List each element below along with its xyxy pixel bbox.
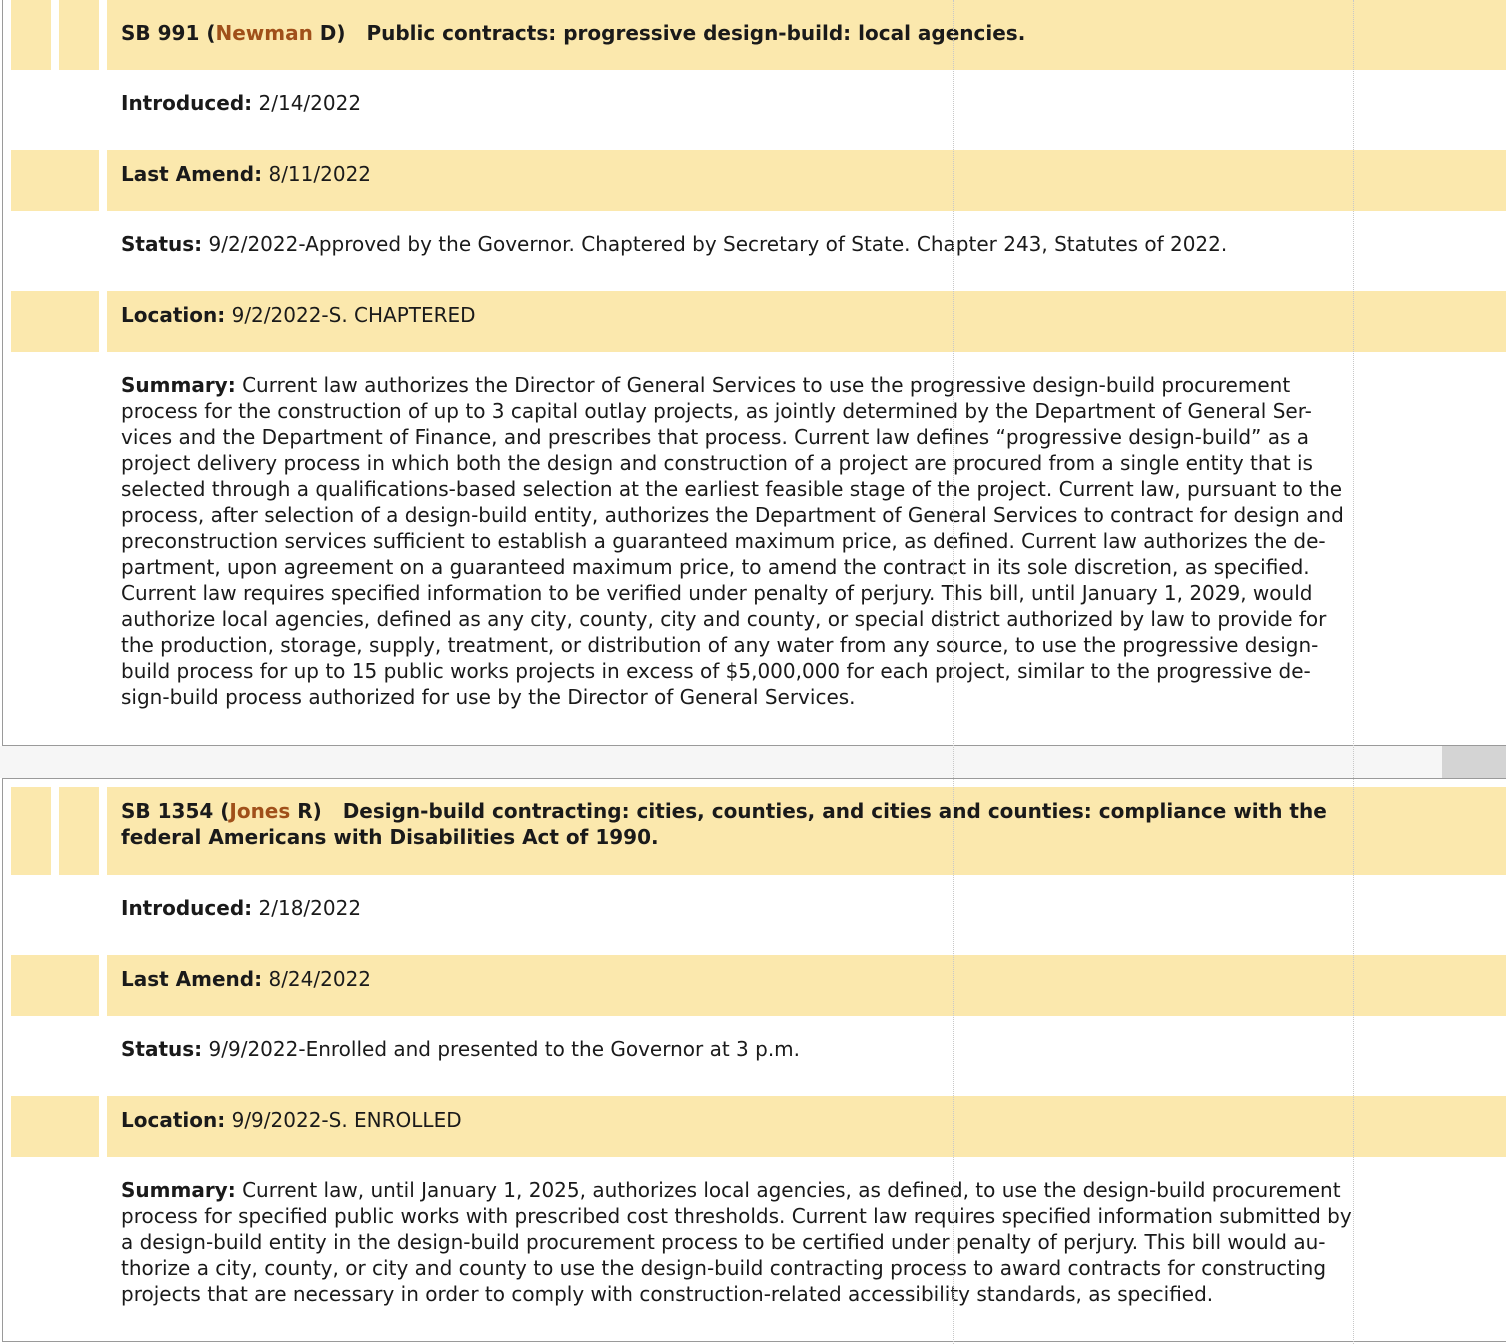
row-marker [11,291,99,352]
bill-number[interactable]: SB 991 [121,21,200,45]
status-value: 9/2/2022-Approved by the Governor. Chaptered by Secretary of State. Chapter 243, Statutes of 2022. [208,232,1228,256]
bill-author-link[interactable]: Jones [229,799,291,823]
last-amend-label: Last Amend: [121,967,263,991]
summary-label: Summary: [121,1178,236,1202]
summary-line: Current law, until January 1, 2025, authorizes local agencies, as defined, to use the design-build procurement [242,1178,1341,1202]
last-amend-row [3,150,1506,211]
bill-title: federal Americans with Disabilities Act of 1990. [121,825,659,849]
summary-row [3,1157,1506,1337]
introduced-label: Introduced: [121,91,253,115]
summary-line: thorize a city, county, or city and county to use the design-build contracting process to award contracts for constructing [121,1256,1327,1280]
introduced-value: 2/18/2022 [258,896,362,920]
location-label: Location: [121,303,226,327]
last-amend-row [3,955,1506,1016]
introduced-value: 2/14/2022 [258,91,362,115]
bill-title-row [3,0,1506,70]
introduced-row [3,875,1506,955]
summary-line: authorize local agencies, defined as any city, county, city and county, or special district authorized by law to provide for [121,607,1327,631]
card-separator [0,746,1506,778]
summary-line: preconstruction services sufficient to establish a guaranteed maximum price, as defined. Current law authorizes the de- [121,529,1326,553]
status-label: Status: [121,1037,203,1061]
location-value: 9/9/2022-S. ENROLLED [231,1108,462,1132]
summary-line: partment, upon agreement on a guaranteed maximum price, to amend the contract in its sole discretion, as specified. [121,555,1310,579]
status-label: Status: [121,232,203,256]
row-marker [11,0,51,70]
row-marker [11,787,51,875]
summary-line: build process for up to 15 public works projects in excess of $5,000,000 for each project, similar to the progressive de- [121,659,1311,683]
last-amend-value: 8/24/2022 [268,967,372,991]
row-marker [11,955,99,1016]
bill-party: R [297,799,313,823]
summary-line: projects that are necessary in order to comply with construction-related accessibility standards, as specified. [121,1282,1214,1306]
location-label: Location: [121,1108,226,1132]
bill-card [2,778,1506,1342]
row-marker [59,787,99,875]
bill-author-link[interactable]: Newman [215,21,313,45]
last-amend-value: 8/11/2022 [268,162,372,186]
summary-label: Summary: [121,373,236,397]
summary-line: selected through a qualifications-based selection at the earliest feasible stage of the project. Current law, pursuant to the [121,477,1343,501]
summary-line: Current law authorizes the Director of General Services to use the progressive design-build procurement [242,373,1291,397]
summary-line: process, after selection of a design-build entity, authorizes the Department of General Services to contract for design and [121,503,1344,527]
location-row [3,1096,1506,1157]
location-row [3,291,1506,352]
status-row [3,211,1506,291]
row-marker [59,0,99,70]
introduced-row [3,70,1506,150]
bill-party: D [319,21,337,45]
introduced-label: Introduced: [121,896,253,920]
row-marker [11,150,99,211]
location-value: 9/2/2022-S. CHAPTERED [231,303,476,327]
bill-title-row [3,787,1506,875]
row-marker [11,1096,99,1157]
last-amend-label: Last Amend: [121,162,263,186]
summary-text [121,1177,1486,1307]
bill-heading: SB 1354 (Jones R) Design-build contracting: cities, counties, and cities and counties: compliance with the federal Americans with Disabilities Act of 1990. [121,798,1486,850]
bill-number[interactable]: SB 1354 [121,799,214,823]
scrollbar-track[interactable] [1442,746,1506,778]
summary-line: the production, storage, supply, treatment, or distribution of any water from any source, to use the progressive design- [121,633,1319,657]
summary-line: process for the construction of up to 3 capital outlay projects, as jointly determined by the Department of General Ser- [121,399,1312,423]
status-value: 9/9/2022-Enrolled and presented to the Governor at 3 p.m. [208,1037,801,1061]
bill-title: Design-build contracting: cities, counties, and cities and counties: compliance with the [342,799,1327,823]
summary-row [3,352,1506,742]
status-row [3,1016,1506,1096]
summary-line: sign-build process authorized for use by the Director of General Services. [121,685,856,709]
summary-line: vices and the Department of Finance, and prescribes that process. Current law defines “progressive design-build” as a [121,425,1310,449]
summary-line: Current law requires specified information to be verified under penalty of perjury. This bill, until January 1, 2029, would [121,581,1313,605]
summary-text [121,372,1486,710]
bill-heading: SB 991 (Newman D) Public contracts: progressive design-build: local agencies. [121,21,1026,45]
summary-line: a design-build entity in the design-build procurement process to be certified under penalty of perjury. This bill would au- [121,1230,1326,1254]
bill-title: Public contracts: progressive design-build: local agencies. [366,21,1026,45]
summary-line: process for specified public works with prescribed cost thresholds. Current law requires specified information submitted by [121,1204,1352,1228]
summary-line: project delivery process in which both the design and construction of a project are procured from a single entity that is [121,451,1313,475]
bill-card [2,0,1506,746]
